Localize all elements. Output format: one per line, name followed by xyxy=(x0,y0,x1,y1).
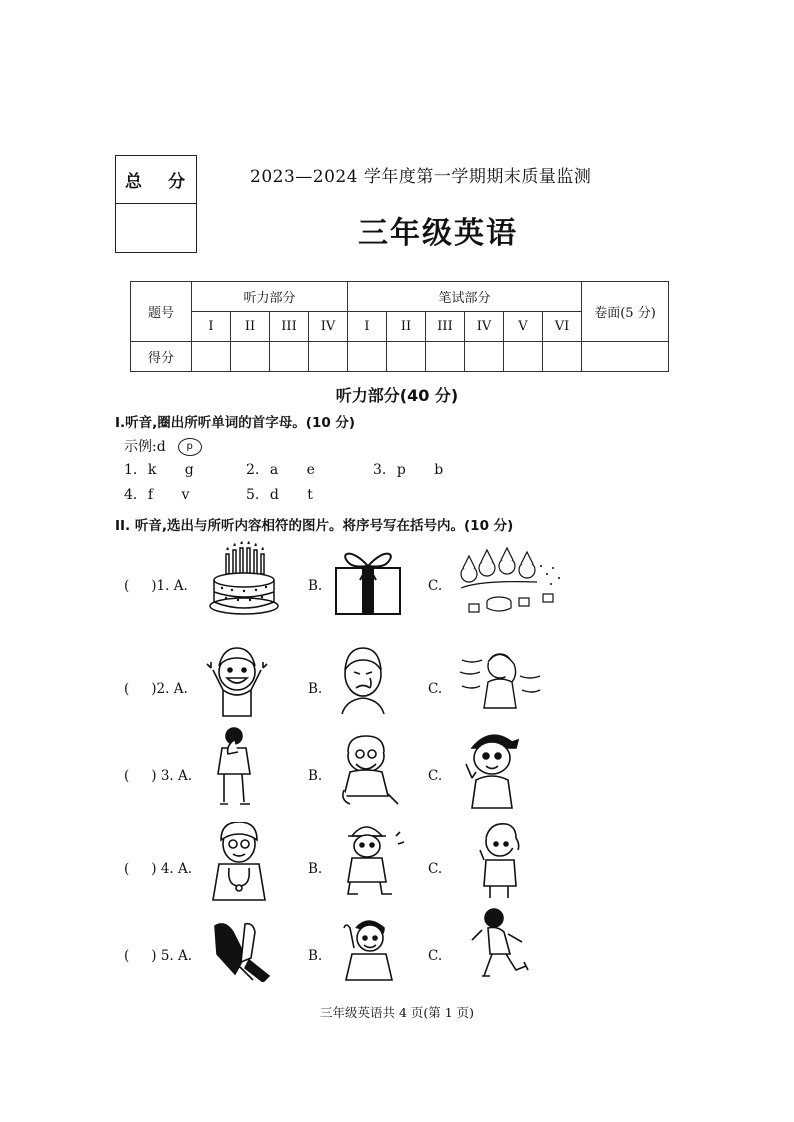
item-number: 2. xyxy=(246,462,260,478)
q2-row-1-label: ( )1. A. xyxy=(124,578,188,594)
q2-row-4-label: ( ) 4. A. xyxy=(124,861,193,877)
example-circled-answer: p xyxy=(178,438,202,456)
item-number: 5. xyxy=(246,487,260,503)
writing-col: VI xyxy=(543,312,582,342)
option-c-label: C. xyxy=(428,578,443,594)
score-cell[interactable] xyxy=(543,342,582,372)
writing-part-header: 笔试部分 xyxy=(348,282,582,312)
listening-col: III xyxy=(270,312,309,342)
birthday-party-icon[interactable] xyxy=(455,544,565,622)
option-b-label: B. xyxy=(308,578,323,594)
option-letter[interactable]: k xyxy=(147,462,157,478)
exam-title: 三年级英语 xyxy=(358,216,518,251)
listening-col: I xyxy=(192,312,231,342)
writing-col: I xyxy=(348,312,387,342)
score-cell[interactable] xyxy=(426,342,465,372)
listening-col: IV xyxy=(309,312,348,342)
score-cell[interactable] xyxy=(582,342,669,372)
clapping-hands-icon[interactable] xyxy=(205,916,275,982)
q1-item xyxy=(124,487,189,503)
boy-with-cap-icon[interactable] xyxy=(462,728,522,810)
option-c-label: C. xyxy=(428,948,443,964)
boy-touching-face-icon[interactable] xyxy=(212,726,262,812)
score-table xyxy=(130,281,669,372)
q2-row-3-label: ( ) 3. A. xyxy=(124,768,193,784)
q1-item xyxy=(246,487,313,503)
old-man-sitting-icon[interactable] xyxy=(334,734,406,806)
option-letter[interactable]: p xyxy=(396,462,406,478)
option-letter[interactable]: g xyxy=(184,462,194,478)
cold-shivering-girl-icon[interactable] xyxy=(458,646,544,712)
score-cell[interactable] xyxy=(348,342,387,372)
question-number-header: 题号 xyxy=(131,282,192,342)
score-cell[interactable] xyxy=(387,342,426,372)
option-letter[interactable]: e xyxy=(306,462,315,478)
option-letter[interactable]: d xyxy=(269,487,279,503)
score-cell[interactable] xyxy=(465,342,504,372)
option-b-label: B. xyxy=(308,768,323,784)
option-letter[interactable]: v xyxy=(181,487,190,503)
score-cell[interactable] xyxy=(270,342,309,372)
option-letter[interactable]: t xyxy=(307,487,313,503)
total-score-label: 总 分 xyxy=(116,156,196,204)
option-b-label: B. xyxy=(308,861,323,877)
option-c-label: C. xyxy=(428,768,443,784)
option-letter[interactable]: b xyxy=(434,462,444,478)
q2-row-2-label: ( )2. A. xyxy=(124,681,188,697)
q1-item xyxy=(246,462,315,478)
option-c-label: C. xyxy=(428,861,443,877)
happy-boy-icon[interactable] xyxy=(205,642,269,718)
writing-col: IV xyxy=(465,312,504,342)
total-score-box xyxy=(115,155,197,253)
example-line xyxy=(124,436,202,456)
listening-col: II xyxy=(231,312,270,342)
score-row-label: 得分 xyxy=(131,342,192,372)
exam-subtitle: 2023—2024 学年度第一学期期末质量监测 xyxy=(250,167,592,187)
listening-part-header: 听力部分 xyxy=(192,282,348,312)
score-cell[interactable] xyxy=(231,342,270,372)
writing-col: V xyxy=(504,312,543,342)
gift-box-icon[interactable] xyxy=(330,544,406,618)
question-1-title: I.听音,圈出所听单词的首字母。(10 分) xyxy=(115,415,356,431)
writing-col: III xyxy=(426,312,465,342)
doctor-woman-icon[interactable] xyxy=(207,822,271,902)
score-cell[interactable] xyxy=(192,342,231,372)
score-cell[interactable] xyxy=(309,342,348,372)
q1-item xyxy=(124,462,194,478)
listening-section-heading: 听力部分(40 分) xyxy=(335,386,459,405)
example-label: 示例:d xyxy=(124,439,166,455)
sad-crying-man-icon[interactable] xyxy=(330,642,396,714)
option-c-label: C. xyxy=(428,681,443,697)
score-cell[interactable] xyxy=(504,342,543,372)
total-score-field[interactable] xyxy=(116,204,196,252)
appearance-header: 卷面(5 分) xyxy=(582,282,669,342)
page-footer: 三年级英语共 4 页(第 1 页) xyxy=(319,1005,475,1020)
option-letter[interactable]: f xyxy=(147,487,153,503)
birthday-cake-icon[interactable] xyxy=(206,540,280,622)
boy-waving-hello-icon[interactable] xyxy=(338,914,400,982)
item-number: 4. xyxy=(124,487,138,503)
q2-row-5-label: ( ) 5. A. xyxy=(124,948,193,964)
construction-worker-icon[interactable] xyxy=(338,820,410,896)
option-letter[interactable]: a xyxy=(269,462,279,478)
girl-waving-icon[interactable] xyxy=(470,822,524,900)
boy-dancing-icon[interactable] xyxy=(468,906,540,982)
option-b-label: B. xyxy=(308,948,323,964)
writing-col: II xyxy=(387,312,426,342)
option-b-label: B. xyxy=(308,681,323,697)
item-number: 1. xyxy=(124,462,138,478)
question-2-title: II. 听音,选出与所听内容相符的图片。将序号写在括号内。(10 分) xyxy=(115,518,514,534)
item-number: 3. xyxy=(373,462,387,478)
q1-item xyxy=(373,462,443,478)
